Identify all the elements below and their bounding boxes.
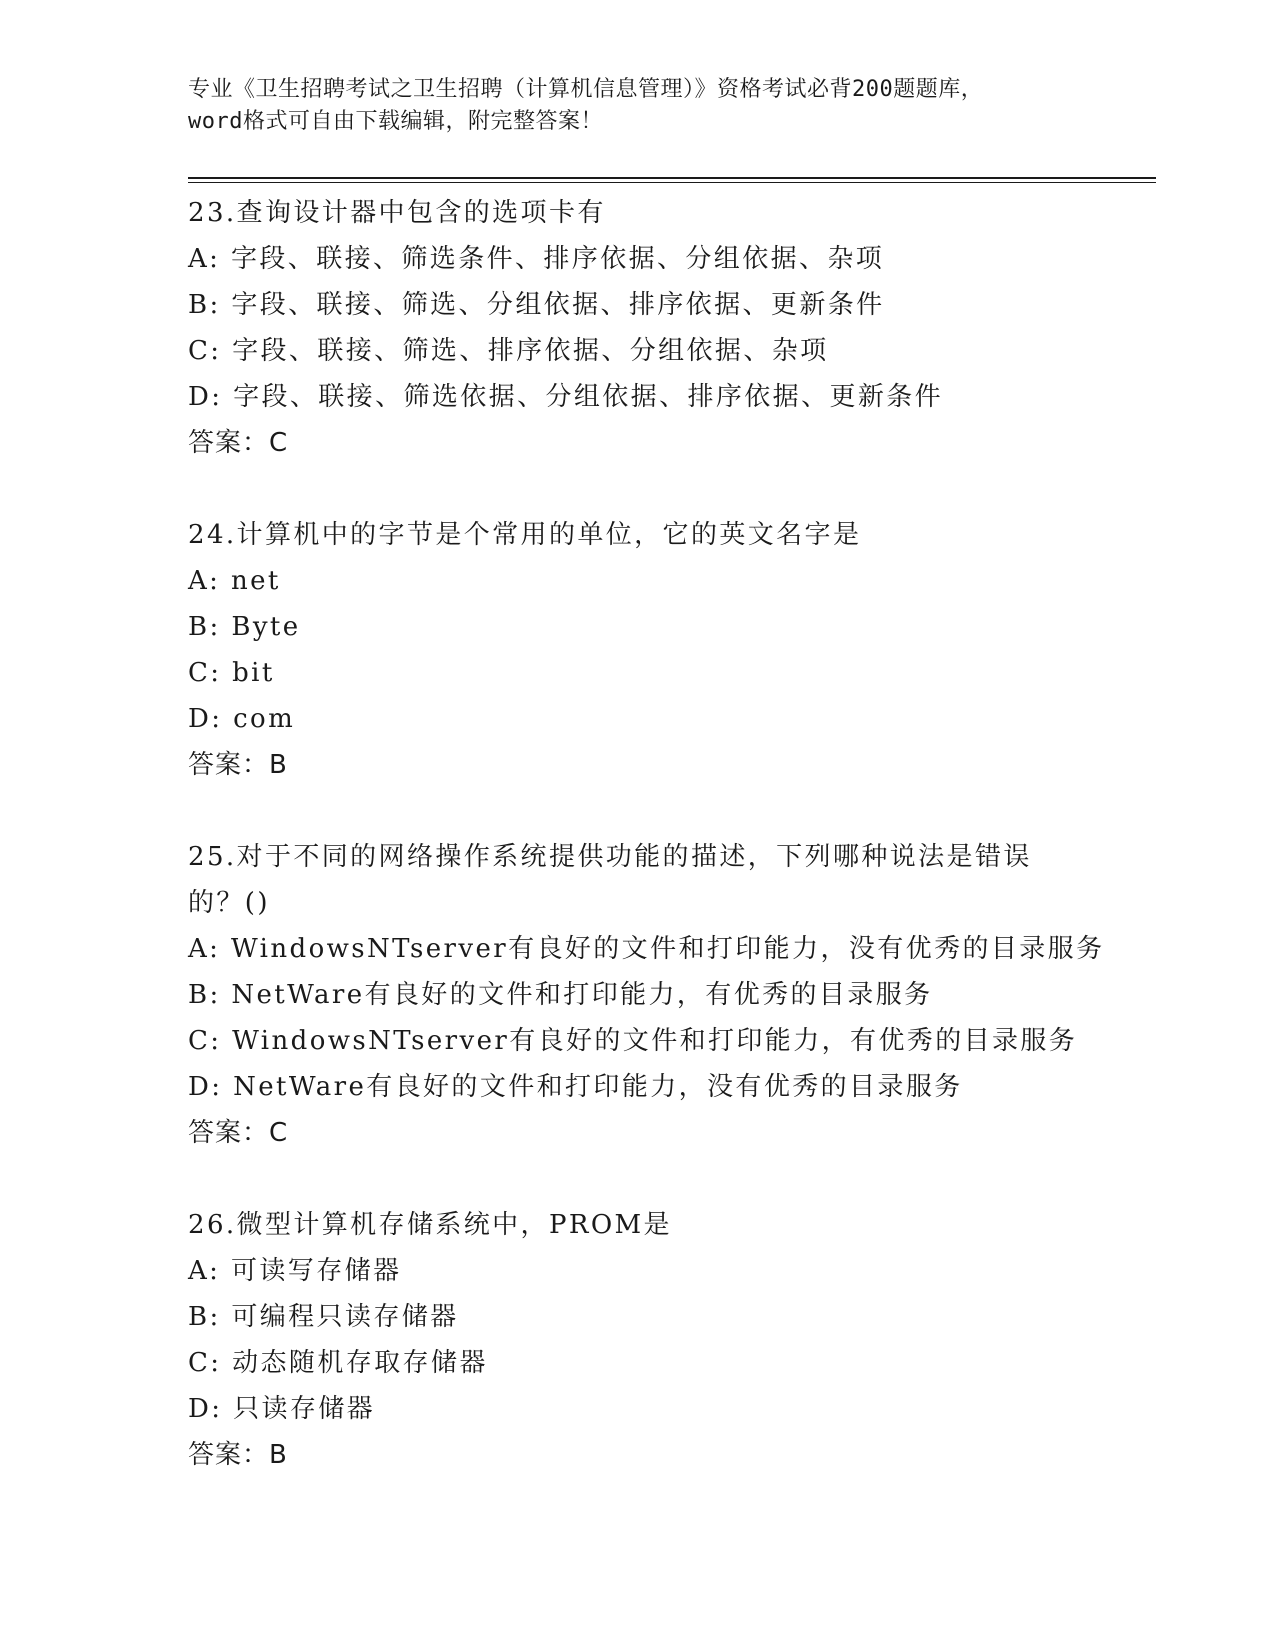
header-title-line-1: 专业《卫生招聘考试之卫生招聘（计算机信息管理）》资格考试必背200题题库， (188, 77, 984, 102)
answer-label: 答案：B (188, 750, 288, 780)
answer-label: 答案：C (188, 428, 289, 458)
question-stem: 23.查询设计器中包含的选项卡有 (188, 198, 606, 228)
question-list (188, 190, 1105, 1478)
option-c: C: 字段、联接、筛选、排序依据、分组依据、杂项 (188, 336, 829, 366)
question-25 (188, 834, 1105, 1156)
option-d: D: com (188, 704, 296, 734)
option-b: B: NetWare有良好的文件和打印能力，有优秀的目录服务 (188, 980, 933, 1010)
header-title-line-2: word格式可自由下载编辑，附完整答案！ (188, 109, 603, 134)
answer-label: 答案：B (188, 1440, 288, 1470)
option-a: A: WindowsNTserver有良好的文件和打印能力，没有优秀的目录服务 (188, 934, 1105, 964)
question-spacer (188, 788, 1088, 834)
question-stem: 26.微型计算机存储系统中，PROM是 (188, 1210, 672, 1240)
option-b: B: Byte (188, 612, 301, 642)
header-divider-thin (188, 182, 1156, 183)
option-d: D: 字段、联接、筛选依据、分组依据、排序依据、更新条件 (188, 382, 944, 412)
option-a: A: net (188, 566, 281, 596)
question-23 (188, 190, 1088, 466)
option-b: B: 可编程只读存储器 (188, 1302, 459, 1332)
option-c: C: bit (188, 658, 275, 688)
question-spacer (188, 1156, 1088, 1202)
option-c: C: WindowsNTserver有良好的文件和打印能力，有优秀的目录服务 (188, 1026, 1078, 1056)
document-header (188, 74, 1108, 138)
header-divider-thick (188, 177, 1156, 179)
option-c: C: 动态随机存取存储器 (188, 1348, 488, 1378)
option-a: A: 可读写存储器 (188, 1256, 402, 1286)
question-stem: 25.对于不同的网络操作系统提供功能的描述，下列哪种说法是错误的？() (188, 842, 1032, 918)
question-24 (188, 512, 1088, 788)
option-d: D: NetWare有良好的文件和打印能力，没有优秀的目录服务 (188, 1072, 963, 1102)
option-d: D: 只读存储器 (188, 1394, 376, 1424)
question-26 (188, 1202, 1088, 1478)
answer-label: 答案：C (188, 1118, 289, 1148)
question-stem: 24.计算机中的字节是个常用的单位，它的英文名字是 (188, 520, 862, 550)
option-a: A: 字段、联接、筛选条件、排序依据、分组依据、杂项 (188, 244, 885, 274)
option-b: B: 字段、联接、筛选、分组依据、排序依据、更新条件 (188, 290, 885, 320)
question-spacer (188, 466, 1088, 512)
